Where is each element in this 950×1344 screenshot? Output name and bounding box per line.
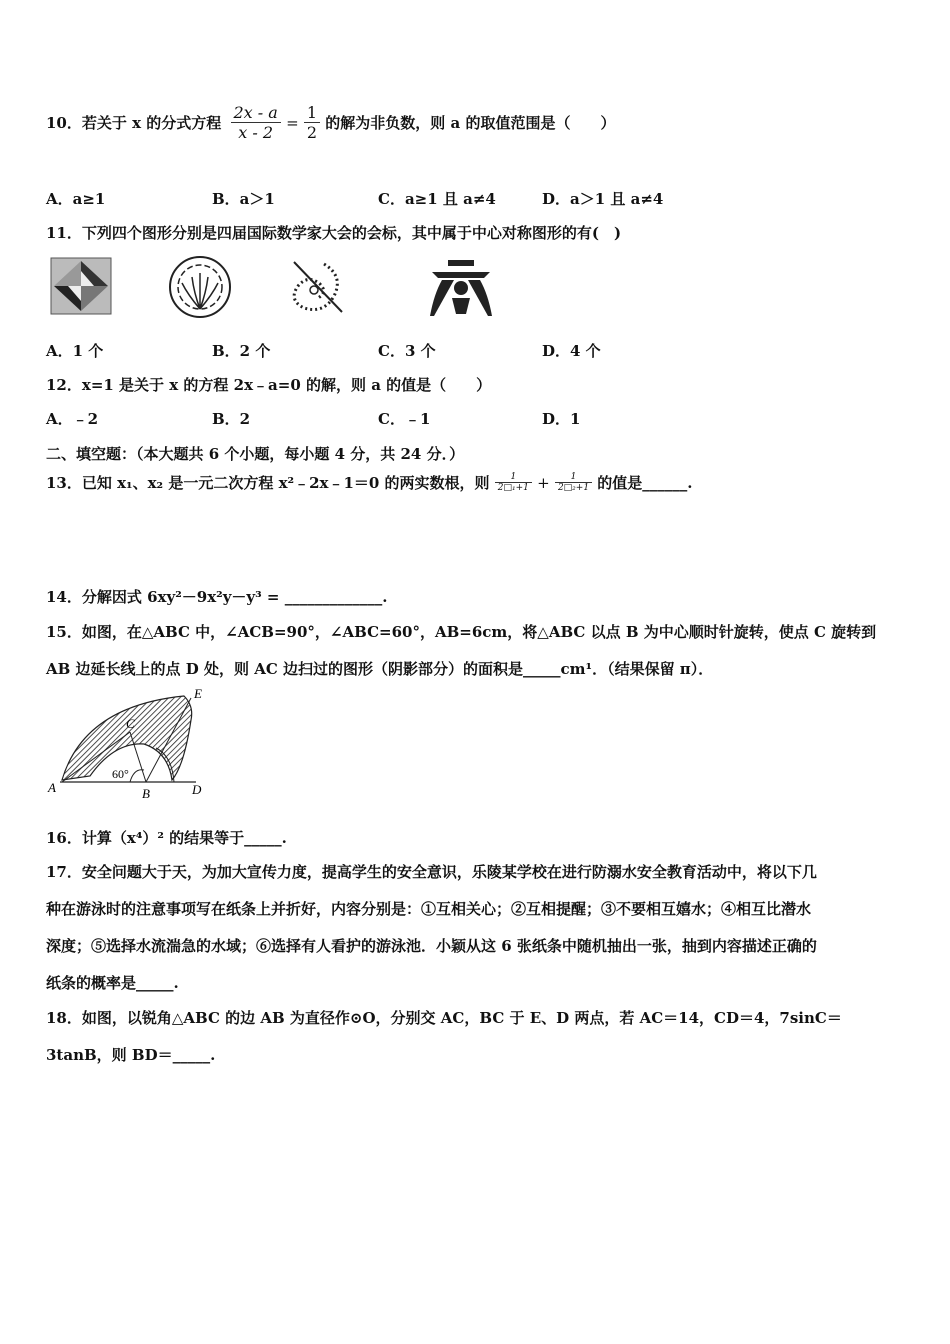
q10-prefix: 10．若关于 x 的分式方程 (46, 114, 222, 132)
question-12: 12．x=1 是关于 x 的方程 2x﹣a=0 的解，则 a 的值是（ ） (46, 376, 492, 394)
q12-option-d: D．1 (542, 410, 581, 428)
logo-dotted-spiral-figure (284, 256, 350, 318)
q13-f1-den: 2□₁+1 (497, 483, 529, 493)
q10-eq: = (286, 113, 299, 132)
question-17-line-4: 纸条的概率是_____. (46, 974, 179, 992)
label-a: A (48, 780, 56, 795)
q11-option-a: A．1 个 (46, 342, 104, 360)
q13-fraction-2 (555, 472, 592, 493)
logo-circle-arcs-figure (168, 255, 232, 319)
label-d: D (192, 782, 202, 797)
q10-option-d: D．a＞1 且 a≠4 (542, 190, 664, 208)
question-18-line-1: 18．如图，以锐角△ABC 的边 AB 为直径作⊙O，分别交 AC，BC 于 E、D 两点，若 AC＝14，CD＝4，7sinC＝ (46, 1009, 842, 1027)
q12-option-a: A．﹣2 (46, 410, 99, 428)
q10-rhs-fraction (304, 103, 320, 142)
q10-suffix: 的解为非负数，则 a 的取值范围是（ ） (325, 114, 616, 132)
question-15-line-1: 15．如图，在△ABC 中，∠ACB=90°，∠ABC=60°，AB=6cm，将△ABC 以点 B 为中心顺时针旋转，使点 C 旋转到 (46, 623, 877, 641)
q13-suffix: 的值是______. (597, 474, 693, 492)
section-fill-in-title: 二、填空题：（本大题共 6 个小题，每小题 4 分，共 24 分．） (46, 445, 465, 463)
q13-f2-num: 1 (555, 472, 592, 483)
q12-option-c: C．﹣1 (378, 410, 431, 428)
question-15-line-2: AB 边延长线上的点 D 处，则 AC 边扫过的图形（阴影部分）的面积是_____cm¹．（结果保留 π）． (46, 660, 714, 678)
q10-frac-den: x - 2 (238, 123, 274, 142)
question-13 (46, 472, 693, 493)
q13-f1-num: 1 (495, 472, 532, 483)
q12-option-b: B．2 (212, 410, 251, 428)
label-b: B (142, 786, 150, 801)
label-e: E (194, 686, 202, 701)
question-11: 11．下列四个图形分别是四届国际数学家大会的会标，其中属于中心对称图形的有( ) (46, 224, 622, 242)
q10-rhs-num: 1 (304, 103, 320, 123)
q10-option-b: B．a＞1 (212, 190, 275, 208)
question-14: 14．分解因式 6xy²－9x²y－y³ = _____________. (46, 588, 388, 606)
q13-text: 13．已知 x₁、x₂ 是一元二次方程 x²﹣2x﹣1＝0 的两实数根，则 (46, 474, 490, 492)
q10-rhs-den: 2 (306, 123, 318, 142)
q11-option-b: B．2 个 (212, 342, 271, 360)
label-angle: 60° (112, 767, 129, 781)
question-17-line-1: 17．安全问题大于天，为加大宣传力度，提高学生的安全意识，乐陵某学校在进行防溺水安全教育活动中，将以下几 (46, 863, 817, 881)
question-17-line-2: 种在游泳时的注意事项写在纸条上并折好，内容分别是：①互相关心；②互相提醒；③不要相互嬉水；④相互比潜水 (46, 900, 812, 918)
logo-pinwheel-figure (50, 257, 112, 315)
q10-frac-num: 2x - a (231, 103, 281, 123)
q13-f2-den: 2□₂+1 (557, 483, 590, 493)
q11-option-d: D．4 个 (542, 342, 601, 360)
question-18-line-2: 3tanB，则 BD＝_____. (46, 1046, 216, 1064)
q13-plus: + (537, 473, 550, 492)
question-10 (46, 103, 615, 142)
q10-option-a: A．a≥1 (46, 190, 106, 208)
question-16: 16．计算（x⁴）² 的结果等于_____. (46, 829, 287, 847)
q11-option-c: C．3 个 (378, 342, 436, 360)
q10-fraction (231, 103, 281, 142)
logo-temple-figure (428, 258, 494, 318)
label-c: C (126, 716, 135, 731)
q10-option-c: C．a≥1 且 a≠4 (378, 190, 496, 208)
q13-fraction-1 (495, 472, 532, 493)
question-17-line-3: 深度；⑤选择水流湍急的水域；⑥选择有人看护的游泳池．小颖从这 6 张纸条中随机抽出一张，抽到内容描述正确的 (46, 937, 817, 955)
q15-rotation-figure (44, 686, 210, 802)
